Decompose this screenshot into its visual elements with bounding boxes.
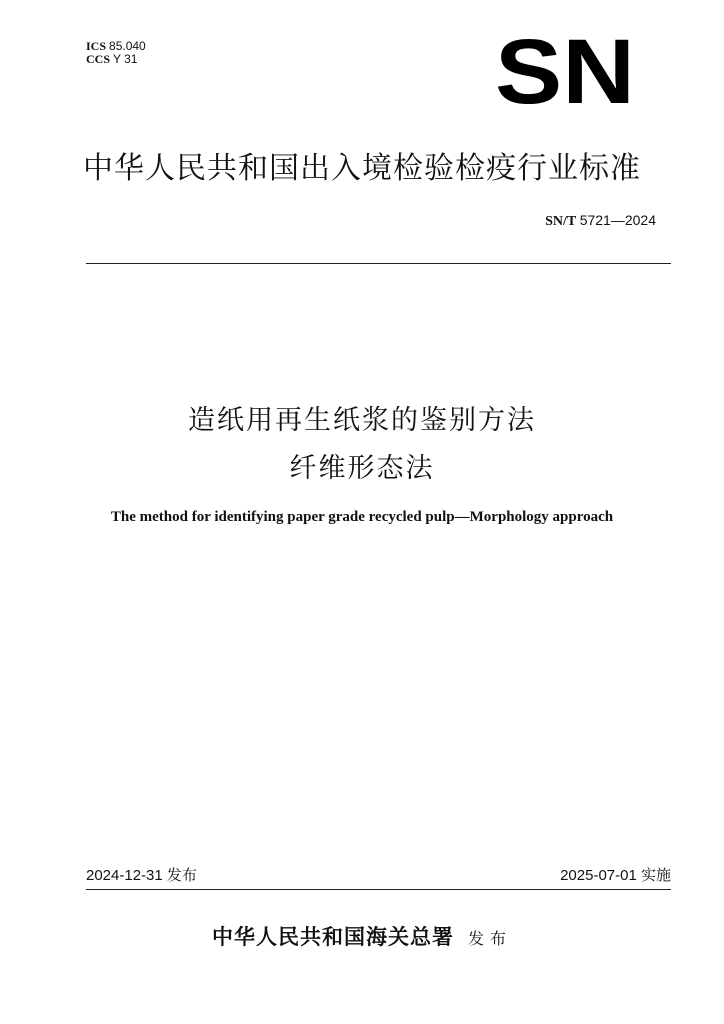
publish-date: 2024-12-31 发布 bbox=[86, 867, 197, 884]
sn-logo-icon bbox=[494, 37, 636, 107]
issuer-name: 中华人民共和国海关总署 bbox=[211, 924, 454, 949]
classification-codes bbox=[86, 40, 146, 66]
bottom-divider bbox=[86, 889, 671, 890]
sn-logo-text: SN bbox=[495, 37, 635, 107]
standard-number bbox=[545, 212, 656, 230]
ccs-label: CCS bbox=[86, 52, 111, 66]
org-title: 中华人民共和国出入境检验检疫行业标准 bbox=[83, 151, 641, 186]
standard-code: 5721—2024 bbox=[579, 212, 656, 228]
top-divider bbox=[86, 263, 671, 264]
implement-date: 2025-07-01 实施 bbox=[560, 867, 671, 884]
issue-word: 发布 bbox=[467, 929, 512, 948]
ics-label: ICS bbox=[86, 39, 107, 53]
sn-logo-graphic bbox=[494, 37, 636, 107]
issuer-line bbox=[0, 921, 724, 951]
ics-value: 85.040 bbox=[109, 39, 146, 53]
title-cn-line2: 纤维形态法 bbox=[289, 453, 435, 484]
standard-prefix: SN/T bbox=[545, 214, 577, 229]
title-en: The method for identifying paper grade recycled pulp—Morphology approach bbox=[110, 509, 614, 525]
ccs-code bbox=[86, 53, 146, 66]
title-cn-line1: 造纸用再生纸浆的鉴别方法 bbox=[188, 405, 536, 436]
ccs-value: Y 31 bbox=[113, 52, 138, 66]
